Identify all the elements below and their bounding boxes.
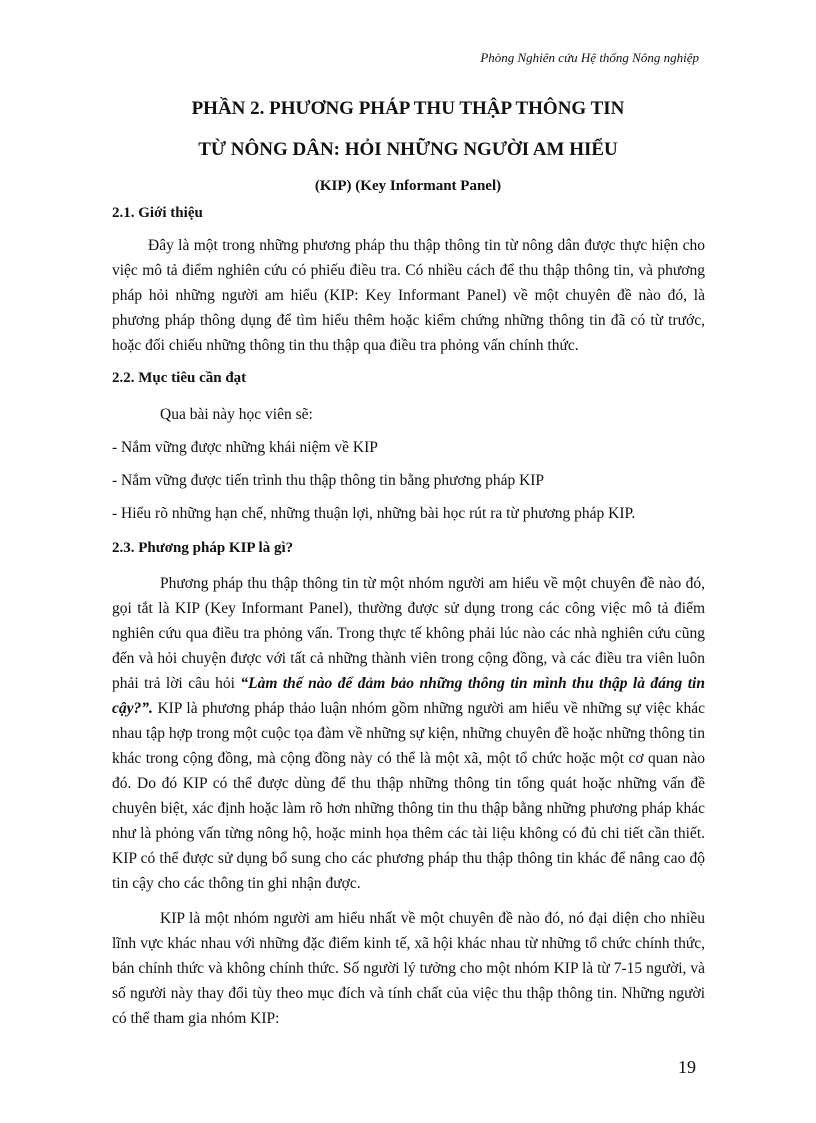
section-2-3-body bbox=[112, 571, 705, 1031]
section-2-3-paragraph-1 bbox=[112, 571, 705, 896]
section-2-2-body bbox=[112, 402, 705, 526]
section-2-3-heading: 2.3. Phương pháp KIP là gì? bbox=[112, 540, 294, 556]
objectives-intro: Qua bài này học viên sẽ: bbox=[160, 406, 313, 423]
objective-item-2: - Nắm vững được tiến trình thu thập thông tin bằng phương pháp KIP bbox=[112, 472, 545, 489]
page-title-line-1: PHẦN 2. PHƯƠNG PHÁP THU THẬP THÔNG TIN bbox=[191, 98, 625, 119]
section-2-1-body bbox=[112, 233, 705, 358]
section-2-2-heading: 2.2. Mục tiêu cần đạt bbox=[112, 370, 247, 386]
page-number: 19 bbox=[678, 1057, 696, 1077]
objective-item-3: - Hiểu rõ những hạn chế, những thuận lợi, những bài học rút ra từ phương pháp KIP. bbox=[112, 505, 636, 522]
paragraph-1-text-a: Phương pháp thu thập thông tin từ một nhóm người am hiểu về một chuyên đề nào đó, gọi tắt là KIP (Key Informant Panel), thường được sử dụng trong các công việc mô tả điểm nghiên cứu qua điều tra phỏng vấn. Trong thực tế không phải lúc nào các nhà nghiên cứu cũng đến và hỏi chuyện được với tất cả những thành viên trong cộng đồng, và các điều tra viên luôn phải trả lời câu hỏi bbox=[112, 575, 705, 692]
section-2-3-paragraph-2: KIP là một nhóm người am hiểu nhất về một chuyên đề nào đó, nó đại diện cho nhiều lĩnh vực khác nhau với những đặc điểm kinh tế, xã hội khác nhau từ những tổ chức chính thức, bán chính thức và không chính thức. Số người lý tưởng cho một nhóm KIP là từ 7-15 người, và số người này thay đổi tùy theo mục đích và tính chất của việc thu thập thông tin. Những người có thể tham gia nhóm KIP: bbox=[112, 910, 705, 1027]
key-question-quote: “Làm thế nào để đảm bảo những thông tin mình thu thập là đáng tin cậy?”. bbox=[112, 675, 705, 717]
section-2-1-heading: 2.1. Giới thiệu bbox=[112, 205, 203, 221]
page-title-line-2: TỪ NÔNG DÂN: HỎI NHỮNG NGƯỜI AM HIỂU bbox=[198, 139, 618, 160]
page-subtitle: (KIP) (Key Informant Panel) bbox=[314, 178, 502, 194]
objective-item-1: - Nắm vững được những khái niệm về KIP bbox=[112, 439, 378, 456]
section-2-1-paragraph: Đây là một trong những phương pháp thu thập thông tin từ nông dân được thực hiện cho việc mô tả điểm nghiên cứu có phiếu điều tra. Có nhiều cách để thu thập thông tin, và phương pháp hỏi những người am hiểu (KIP: Key Informant Panel) về một chuyên đề nào đó, là phương pháp thông dụng để tìm hiểu thêm hoặc kiểm chứng những thông tin đã có từ trước, hoặc đối chiếu những thông tin thu thập qua điều tra phỏng vấn chính thức. bbox=[112, 237, 705, 354]
running-header: Phòng Nghiên cứu Hệ thống Nông nghiệp bbox=[480, 50, 699, 65]
paragraph-1-text-b: KIP là phương pháp thảo luận nhóm gồm những người am hiểu về những sự việc khác nhau tập hợp trong một cuộc tọa đàm về những sự kiện, những chuyên đề hoặc những thông tin khác trong cộng đồng, mà cộng đồng này có thể là một xã, một tổ chức hoặc một cơ quan nào đó. Do đó KIP có thể được dùng để thu thập những thông tin tổng quát hoặc những vấn đề chuyên biệt, xác định hoặc làm rõ hơn những thông tin thu thập bằng những phương pháp khác như là phỏng vấn từng nông hộ, hoặc minh họa thêm các tài liệu không có đủ chi tiết cần thiết. KIP có thể được sử dụng bổ sung cho các phương pháp thu thập thông tin khác để nâng cao độ tin cậy cho các thông tin ghi nhận được. bbox=[112, 700, 705, 892]
